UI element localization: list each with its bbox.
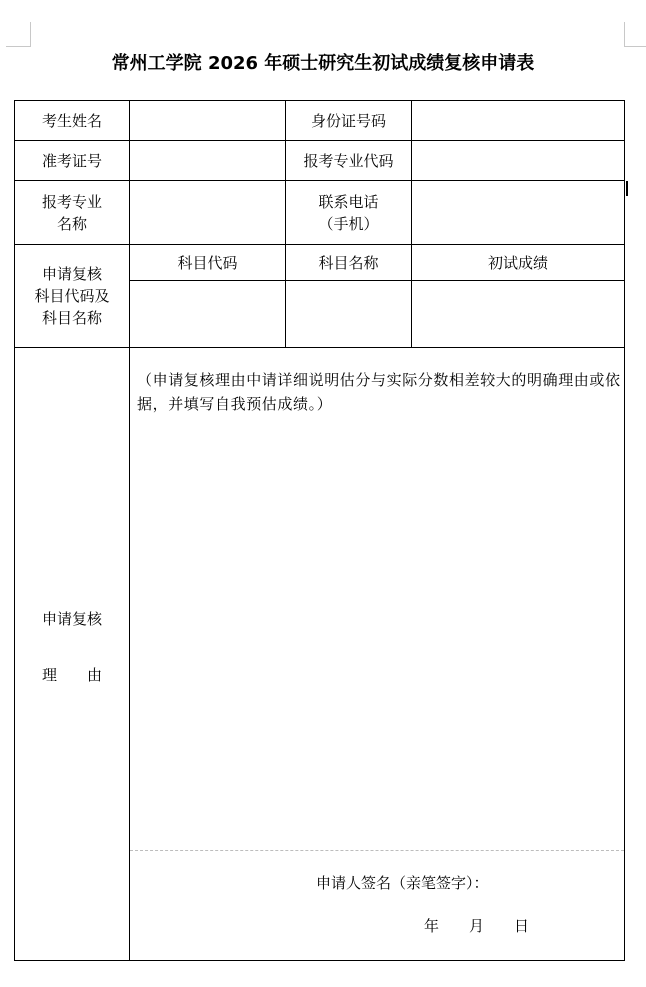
- label-exam-number: 准考证号: [41, 151, 102, 170]
- signature-label: 申请人签名（亲笔签字）：: [316, 874, 489, 892]
- field-name[interactable]: [130, 101, 285, 140]
- label-phone-line2: （手机）: [318, 214, 379, 233]
- field-exam-number[interactable]: [130, 141, 285, 180]
- label-name: 考生姓名: [41, 111, 102, 130]
- page-corner-mark-left: [6, 22, 31, 47]
- header-score: 初试成绩: [487, 253, 548, 272]
- field-major-code[interactable]: [412, 141, 624, 180]
- reason-hint-text[interactable]: （申请复核理由中请详细说明估分与实际分数相差较大的明确理由或依据，并填写自我预估成绩。）: [137, 371, 621, 413]
- label-subject: [15, 245, 129, 347]
- label-subject-line3: 科目名称: [41, 309, 102, 327]
- text-cursor: [626, 181, 628, 196]
- label-major-name-line2: 名称: [56, 214, 87, 233]
- label-phone: [286, 181, 411, 244]
- label-major-name: [15, 181, 129, 244]
- field-id-number[interactable]: [412, 101, 624, 140]
- label-subject-line2: 科目代码及: [34, 287, 110, 305]
- field-major-name[interactable]: [130, 181, 285, 244]
- header-subject-code: 科目代码: [177, 253, 238, 272]
- label-phone-line1: 联系电话: [318, 192, 379, 211]
- field-subject-name[interactable]: [286, 281, 411, 347]
- date-label: 年 月 日: [424, 917, 530, 935]
- field-phone[interactable]: [412, 181, 624, 244]
- page-title: 常州工学院 2026 年硕士研究生初试成绩复核申请表: [111, 53, 535, 74]
- header-subject-name: 科目名称: [318, 253, 379, 272]
- field-score[interactable]: [412, 281, 624, 347]
- label-subject-line1: 申请复核: [41, 265, 102, 283]
- label-id-number: 身份证号码: [310, 111, 386, 130]
- page-corner-mark-right: [624, 22, 646, 47]
- label-major-name-line1: 报考专业: [41, 192, 102, 211]
- label-reason-line2: 理 由: [41, 666, 102, 684]
- field-subject-code[interactable]: [130, 281, 285, 347]
- label-major-code: 报考专业代码: [303, 151, 394, 170]
- label-reason-line1: 申请复核: [41, 610, 102, 628]
